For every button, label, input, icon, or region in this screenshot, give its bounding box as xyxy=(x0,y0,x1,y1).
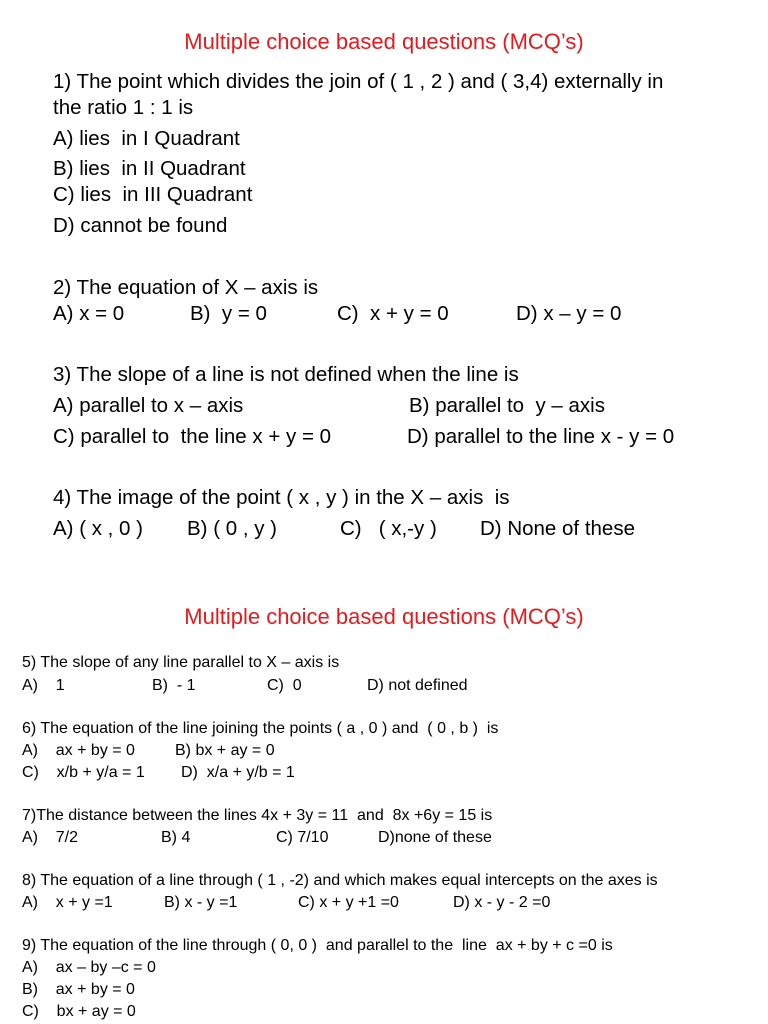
q9-option-c: C) bx + ay = 0 xyxy=(22,1003,136,1020)
q7-option-a: A) 7/2 xyxy=(22,829,79,846)
slide2-title: Multiple choice based questions (MCQ’s) xyxy=(184,604,584,629)
q6-option-c: C) x/b + y/a = 1 xyxy=(22,764,145,781)
q2-option-a: A) x = 0 xyxy=(53,302,125,325)
q5-option-c: C) 0 xyxy=(267,677,302,694)
q5-option-b: B) - 1 xyxy=(152,677,196,694)
q6-option-a: A) ax + by = 0 xyxy=(22,742,135,759)
q3-option-b: B) parallel to y – axis xyxy=(409,394,605,417)
q4-question: 4) The image of the point ( x , y ) in the X – axis is xyxy=(53,486,510,509)
q8-option-b: B) x - y =1 xyxy=(164,894,238,911)
q5-option-a: A) 1 xyxy=(22,677,65,694)
q4-option-a: A) ( x , 0 ) xyxy=(53,517,143,540)
q1-question-line2: the ratio 1 : 1 is xyxy=(53,96,194,119)
q6-question: 6) The equation of the line joining the points ( a , 0 ) and ( 0 , b ) is xyxy=(22,720,499,737)
q7-option-c: C) 7/10 xyxy=(276,829,329,846)
q1-option-c: C) lies in III Quadrant xyxy=(53,183,253,206)
q5-option-d: D) not defined xyxy=(367,677,468,694)
q1-option-d: D) cannot be found xyxy=(53,214,228,237)
q2-option-b: B) y = 0 xyxy=(190,302,267,325)
q3-option-c: C) parallel to the line x + y = 0 xyxy=(53,425,332,448)
q4-option-c: C) ( x,-y ) xyxy=(340,517,437,540)
q4-option-d: D) None of these xyxy=(480,517,635,540)
q7-option-d: D)none of these xyxy=(378,829,492,846)
q1-option-b: B) lies in II Quadrant xyxy=(53,157,246,180)
q9-question: 9) The equation of the line through ( 0, 0 ) and parallel to the line ax + by + c =0 is xyxy=(22,937,613,954)
q7-question: 7)The distance between the lines 4x + 3y = 11 and 8x +6y = 15 is xyxy=(22,807,493,824)
q6-option-b: B) bx + ay = 0 xyxy=(175,742,275,759)
q2-question: 2) The equation of X – axis is xyxy=(53,276,319,299)
q3-question: 3) The slope of a line is not defined when the line is xyxy=(53,363,519,386)
q5-question: 5) The slope of any line parallel to X – axis is xyxy=(22,654,340,671)
q9-option-a: A) ax – by –c = 0 xyxy=(22,959,156,976)
q2-option-c: C) x + y = 0 xyxy=(337,302,449,325)
q8-option-a: A) x + y =1 xyxy=(22,894,113,911)
q2-option-d: D) x – y = 0 xyxy=(516,302,622,325)
q8-option-c: C) x + y +1 =0 xyxy=(298,894,399,911)
q7-option-b: B) 4 xyxy=(161,829,191,846)
q4-option-b: B) ( 0 , y ) xyxy=(187,517,277,540)
slide1-title: Multiple choice based questions (MCQ’s) xyxy=(184,29,584,54)
q1-option-a: A) lies in I Quadrant xyxy=(53,127,240,150)
q1-question-line1: 1) The point which divides the join of ( 1 , 2 ) and ( 3,4) externally in xyxy=(53,70,664,93)
q8-option-d: D) x - y - 2 =0 xyxy=(453,894,551,911)
q9-option-b: B) ax + by = 0 xyxy=(22,981,135,998)
q8-question: 8) The equation of a line through ( 1 , -2) and which makes equal intercepts on the axes is xyxy=(22,872,658,889)
q3-option-a: A) parallel to x – axis xyxy=(53,394,244,417)
q3-option-d: D) parallel to the line x - y = 0 xyxy=(407,425,675,448)
q6-option-d: D) x/a + y/b = 1 xyxy=(181,764,295,781)
